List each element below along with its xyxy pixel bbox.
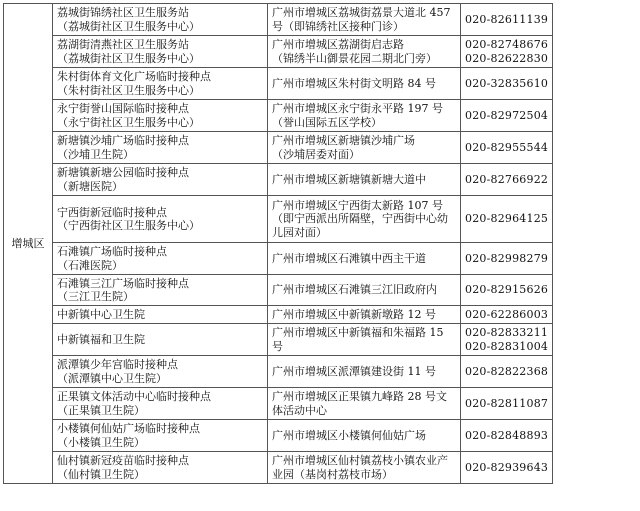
site-address-cell-line: 广州市增城区宁西街太新路 107 号 <box>272 198 443 212</box>
site-name-cell-line: 正果镇文体活动中心临时接种点 <box>57 390 211 403</box>
site-name-cell-line: （小楼镇卫生院） <box>57 435 145 449</box>
site-address-cell <box>268 275 461 306</box>
site-name-cell <box>53 132 268 164</box>
site-address-cell <box>268 356 461 388</box>
site-address-cell-line: （即宁西派出所隔壁，宁西街中心幼 <box>272 212 448 226</box>
vaccination-sites-table <box>3 3 553 484</box>
site-address-cell <box>268 100 461 132</box>
site-name-cell-line: 石滩镇三江广场临时接种点 <box>57 276 189 290</box>
site-phone-cell-line: 020-82811087 <box>465 396 549 410</box>
site-address-cell <box>268 4 461 36</box>
site-address-cell <box>268 452 461 484</box>
site-name-cell <box>53 164 268 196</box>
site-name-cell-line: （仙村镇卫生院） <box>57 467 145 481</box>
site-name-cell <box>53 306 268 324</box>
site-name-cell <box>53 452 268 484</box>
site-name-cell-line: 中新镇中心卫生院 <box>57 307 145 321</box>
site-address-cell <box>268 164 461 196</box>
site-address-cell-line: 广州市增城区永宁街永平路 197 号 <box>272 102 443 115</box>
table-row <box>4 452 553 484</box>
site-phone-cell-line: 020-82964125 <box>465 212 549 226</box>
site-name-cell <box>53 243 268 275</box>
site-name-cell-line: （宁西街社区卫生服务中心） <box>57 219 200 232</box>
site-address-cell-line: （沙埔居委对面） <box>272 147 360 161</box>
table-row <box>4 243 553 275</box>
site-phone-cell <box>461 132 553 164</box>
table-row <box>4 132 553 164</box>
site-name-cell <box>53 388 268 420</box>
site-name-cell <box>53 324 268 356</box>
site-phone-cell-line: 020-82998279 <box>465 251 549 265</box>
site-name-cell-line: （沙埔卫生院） <box>57 147 134 161</box>
site-address-cell <box>268 68 461 100</box>
site-phone-cell <box>461 356 553 388</box>
site-name-cell-line: （荔城街社区卫生服务中心） <box>57 19 200 33</box>
site-phone-cell <box>461 243 553 275</box>
table-row <box>4 356 553 388</box>
site-address-cell-line: 广州市增城区小楼镇何仙姑广场 <box>272 428 426 442</box>
site-name-cell-line: （三江卫生院） <box>57 290 134 303</box>
site-name-cell-line: 中新镇福和卫生院 <box>57 332 145 346</box>
site-address-cell <box>268 388 461 420</box>
site-phone-cell <box>461 324 553 356</box>
site-phone-cell-line: 020-82955544 <box>465 140 549 154</box>
site-address-cell-line: 广州市增城区石滩镇三江旧政府内 <box>272 283 437 297</box>
site-phone-cell <box>461 100 553 132</box>
site-phone-cell <box>461 164 553 196</box>
site-phone-cell-line: 020-62286003 <box>465 307 549 321</box>
site-address-cell-line: 广州市增城区新塘镇新塘大道中 <box>272 172 426 186</box>
site-phone-cell-line: 020-82972504 <box>465 108 549 122</box>
table-row <box>4 306 553 324</box>
site-phone-cell-line: 020-82611139 <box>465 12 549 26</box>
site-phone-cell-line: 020-82939643 <box>465 460 549 474</box>
site-address-cell <box>268 196 461 243</box>
site-name-cell-line: 小楼镇何仙姑广场临时接种点 <box>57 422 200 435</box>
site-phone-cell-line: 020-82915626 <box>465 283 549 297</box>
site-phone-cell <box>461 196 553 243</box>
site-name-cell-line: 荔湖街清燕社区卫生服务站 <box>57 38 189 51</box>
site-name-cell <box>53 420 268 452</box>
site-address-cell <box>268 420 461 452</box>
site-address-cell-line: 广州市增城区荔城街荔景大道北 457 <box>272 6 451 19</box>
table-row <box>4 196 553 243</box>
site-name-cell <box>53 356 268 388</box>
site-name-cell <box>53 275 268 306</box>
site-address-cell-line: （锦绣半山御景花园二期北门旁） <box>272 51 437 65</box>
table-row <box>4 36 553 68</box>
site-phone-cell-line: 020-82822368 <box>465 364 549 378</box>
site-address-cell <box>268 36 461 68</box>
site-phone-cell-line: 020-32835610 <box>465 76 549 90</box>
site-address-cell <box>268 324 461 356</box>
site-name-cell-line: （派潭镇中心卫生院） <box>57 371 167 385</box>
site-phone-cell <box>461 68 553 100</box>
site-address-cell-line: 儿园对面） <box>272 225 327 239</box>
site-name-cell-line: （永宁街社区卫生服务中心） <box>57 115 200 129</box>
site-phone-cell-line: 020-82833211 <box>465 326 549 339</box>
site-name-cell <box>53 196 268 243</box>
site-address-cell <box>268 243 461 275</box>
table-row <box>4 324 553 356</box>
site-phone-cell-line: 020-82622830 <box>465 51 549 65</box>
site-name-cell-line: （新塘医院） <box>57 179 123 193</box>
table-row <box>4 68 553 100</box>
site-name-cell <box>53 36 268 68</box>
site-name-cell-line: 仙村镇新冠疫苗临时接种点 <box>57 454 189 467</box>
table-row <box>4 100 553 132</box>
table-row <box>4 388 553 420</box>
site-address-cell-line: 广州市增城区朱村街文明路 84 号 <box>272 76 436 90</box>
site-name-cell-line: 派潭镇少年宫临时接种点 <box>57 358 178 371</box>
site-name-cell-line: 永宁街誉山国际临时接种点 <box>57 102 189 115</box>
site-address-cell-line: 广州市增城区派潭镇建设街 11 号 <box>272 364 436 378</box>
site-address-cell <box>268 132 461 164</box>
site-name-cell-line: （正果镇卫生院） <box>57 403 145 417</box>
site-phone-cell-line: 020-82848893 <box>465 428 549 442</box>
site-address-cell-line: 号 <box>272 339 283 353</box>
site-address-cell-line: 号（即锦绣社区接种门诊） <box>272 19 404 33</box>
district-cell: 增城区 <box>4 4 53 484</box>
site-phone-cell <box>461 275 553 306</box>
site-address-cell-line: 广州市增城区石滩镇中西主干道 <box>272 251 426 265</box>
site-phone-cell <box>461 452 553 484</box>
table-body <box>4 4 553 484</box>
table-row <box>4 420 553 452</box>
site-address-cell-line: （誉山国际五区学校） <box>272 115 382 129</box>
site-name-cell-line: 荔城街锦绣社区卫生服务站 <box>57 6 189 19</box>
site-address-cell-line: 广州市增城区仙村镇荔枝小镇农业产 <box>272 454 448 467</box>
site-address-cell-line: 广州市增城区荔湖街启志路 <box>272 38 404 51</box>
site-name-cell-line: （荔城街社区卫生服务中心） <box>57 51 200 65</box>
site-name-cell <box>53 68 268 100</box>
site-address-cell-line: 业园（基岗村荔枝市场） <box>272 467 393 481</box>
site-address-cell-line: 广州市增城区中新镇福和朱福路 15 <box>272 326 444 339</box>
table-row <box>4 164 553 196</box>
site-phone-cell <box>461 420 553 452</box>
site-name-cell-line: 朱村街体育文化广场临时接种点 <box>57 70 211 83</box>
site-name-cell <box>53 100 268 132</box>
site-phone-cell-line: 020-82748676 <box>465 38 549 51</box>
site-phone-cell-line: 020-82766922 <box>465 172 549 186</box>
site-phone-cell-line: 020-82831004 <box>465 339 549 353</box>
table-row <box>4 275 553 306</box>
site-name-cell-line: 石滩镇广场临时接种点 <box>57 245 167 258</box>
site-name-cell-line: （石滩医院） <box>57 258 123 272</box>
site-address-cell-line: 体活动中心 <box>272 403 327 417</box>
site-name-cell-line: 新塘镇新塘公园临时接种点 <box>57 166 189 179</box>
site-phone-cell <box>461 306 553 324</box>
site-phone-cell <box>461 4 553 36</box>
site-name-cell-line: 宁西街新冠临时接种点 <box>57 205 167 219</box>
site-name-cell <box>53 4 268 36</box>
site-name-cell-line: （朱村街社区卫生服务中心） <box>57 83 200 97</box>
site-phone-cell <box>461 388 553 420</box>
table-row <box>4 4 553 36</box>
site-name-cell-line: 新塘镇沙埔广场临时接种点 <box>57 134 189 147</box>
site-address-cell-line: 广州市增城区新塘镇沙埔广场 <box>272 134 415 147</box>
site-address-cell-line: 广州市增城区正果镇九峰路 28 号文 <box>272 390 447 403</box>
site-address-cell-line: 广州市增城区中新镇新墩路 12 号 <box>272 307 436 321</box>
site-address-cell <box>268 306 461 324</box>
site-phone-cell <box>461 36 553 68</box>
